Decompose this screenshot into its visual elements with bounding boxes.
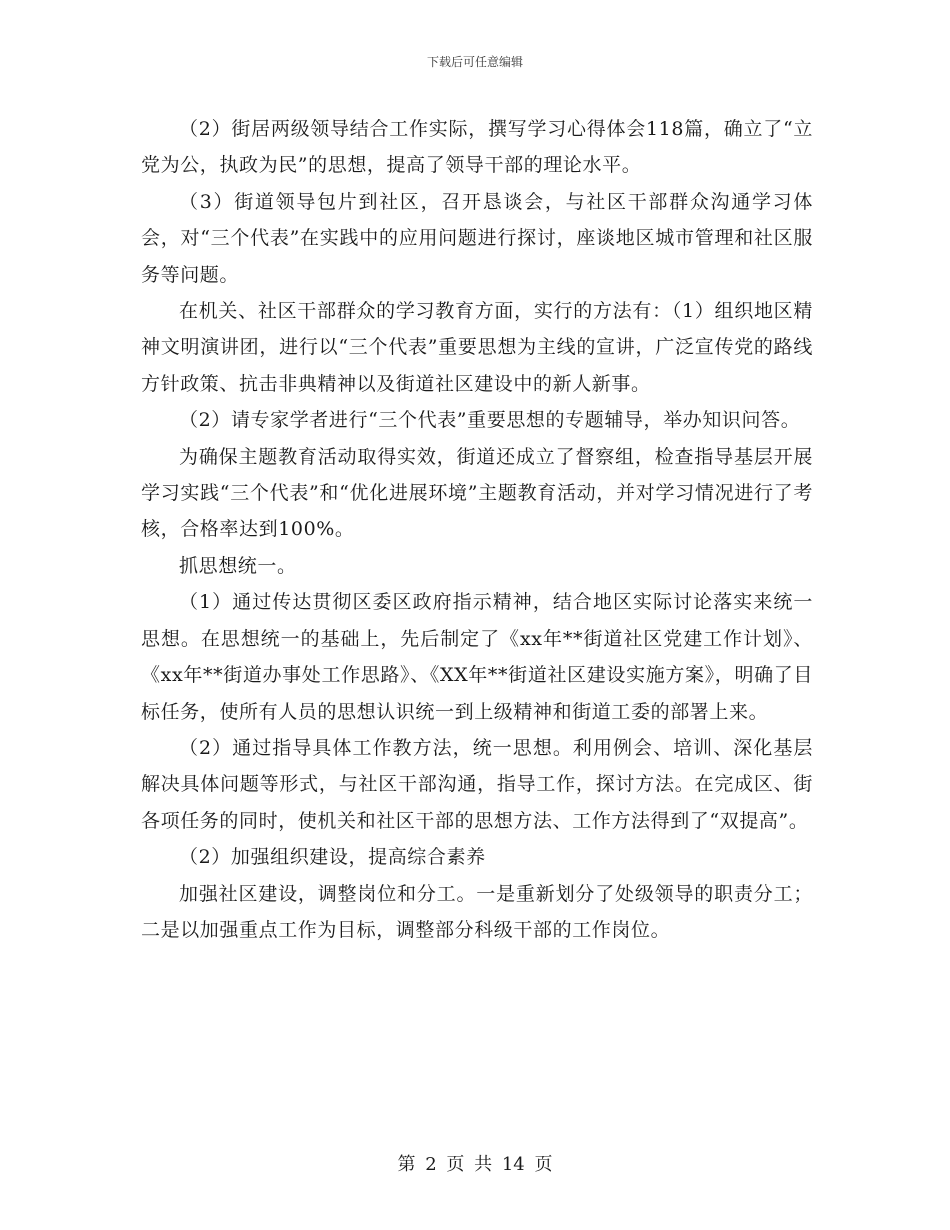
paragraph: 抓思想统一。 — [179, 554, 297, 577]
paragraph: （1）通过传达贯彻区委区政府指示精神，结合地区实际讨论落实来统一思想。在思想统一的基础上，先后制定了《xx年**街道社区党建工作计划》、《xx年**街道办事处工作思路》、《XX年**街道社区建设实施方案》，明确了目标任务，使所有人员的思想认识统一到上级精神和街道工委的部署上来。 — [141, 591, 813, 723]
paragraph: （2）加强组织建设，提高综合素养 — [179, 846, 486, 869]
page-number: 第 2 页 共 14 页 — [397, 1154, 553, 1175]
paragraph: （2）请专家学者进行“三个代表”重要思想的专题辅导，举办知识问答。 — [179, 409, 801, 432]
paragraph: （2）街居两级领导结合工作实际，撰写学习心得体会118篇，确立了“立党为公，执政为民”的思想，提高了领导干部的理论水平。 — [141, 118, 813, 177]
paragraph: （2）通过指导具体工作教方法，统一思想。利用例会、培训、深化基层解决具体问题等形式，与社区干部沟通，指导工作，探讨方法。在完成区、街各项任务的同时，使机关和社区干部的思想方法、工作方法得到了“双提高”。 — [141, 736, 813, 832]
paragraph: 在机关、社区干部群众的学习教育方面，实行的方法有：（1）组织地区精神文明演讲团，进行以“三个代表”重要思想为主线的宣讲，广泛宣传党的路线方针政策、抗击非典精神以及街道社区建设中的新人新事。 — [141, 300, 813, 395]
paragraph: 为确保主题教育活动取得实效，街道还成立了督察组，检查指导基层开展学习实践“三个代表”和“优化进展环境”主题教育活动，并对学习情况进行了考核，合格率达到100%。 — [141, 445, 813, 541]
header-note: 下载后可任意编辑 — [426, 55, 523, 69]
paragraph: （3）街道领导包片到社区，召开恳谈会，与社区干部群众沟通学习体会，对“三个代表”在实践中的应用问题进行探讨，座谈地区城市管理和社区服务等问题。 — [141, 190, 813, 286]
document-body — [141, 111, 813, 948]
paragraph: 加强社区建设，调整岗位和分工。一是重新划分了处级领导的职责分工；二是以加强重点工作为目标，调整部分科级干部的工作岗位。 — [141, 882, 813, 941]
